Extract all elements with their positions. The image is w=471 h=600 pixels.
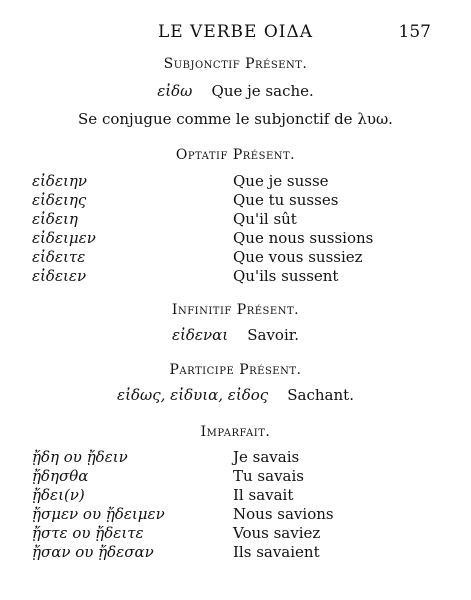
conjugation-row [0,210,471,230]
french-translation: Sachant. [287,386,354,404]
french-translation: Je savais [233,448,300,466]
conjugation-row [0,448,471,468]
conjugation-row [0,172,471,192]
conjugation-row [0,486,471,506]
greek-form: εἰδειης [32,191,87,209]
conjugation-row [0,543,471,563]
greek-form: εἰδειεν [32,267,87,285]
section-heading-subjonctif: Subjonctif Présent. [163,56,308,72]
french-translation: Il savait [233,486,294,504]
section-heading-participe: Participe Présent. [169,362,302,378]
french-translation: Que nous sussions [233,229,374,247]
greek-form: ᾔδησθα [32,467,89,485]
french-translation: Vous saviez [233,524,321,542]
greek-form: εἰδειην [32,172,87,190]
conjugation-row [0,191,471,211]
french-translation: Qu'il sût [233,210,297,228]
conjugation-row [0,229,471,249]
conjugation-row [0,467,471,487]
running-header [0,22,471,46]
section-heading-optatif: Optatif Présent. [175,147,296,163]
infinitif-example [0,326,471,344]
french-translation: Que je sache. [211,82,314,100]
french-translation: Que vous sussiez [233,248,363,266]
french-translation: Tu savais [233,467,304,485]
greek-form: ᾔστε ου ᾔδειτε [32,524,144,542]
greek-form: εἰδω [157,82,193,100]
conjugation-row [0,524,471,544]
conjugation-row [0,505,471,525]
greek-form: εἰδεναι [171,326,229,344]
conjugation-row [0,248,471,268]
subjonctif-example [0,82,471,100]
page-number: 157 [398,22,431,42]
greek-form: εἰδειτε [32,248,86,266]
french-translation: Ils savaient [233,543,320,561]
french-translation: Qu'ils sussent [233,267,339,285]
page-title: LE VERBE ΟΙΔΑ [157,22,314,42]
section-heading-infinitif: Infinitif Présent. [171,302,300,318]
greek-form: εἰδως, εἰδυια, εἰδος [117,386,269,404]
participe-example [0,386,471,404]
french-translation: Savoir. [247,326,300,344]
greek-form: ᾔσαν ου ᾔδεσαν [32,543,154,561]
greek-form: ᾔδει(ν) [32,486,85,504]
subjonctif-note: Se conjugue comme le subjonctif de λυω. [78,110,393,128]
french-translation: Nous savions [233,505,334,523]
greek-form: ᾔσμεν ου ᾔδειμεν [32,505,165,523]
conjugation-row [0,267,471,287]
french-translation: Que tu susses [233,191,339,209]
greek-form: εἰδειη [32,210,78,228]
french-translation: Que je susse [233,172,329,190]
section-heading-imparfait: Imparfait. [200,424,271,440]
greek-form: ᾔδη ου ᾔδειν [32,448,128,466]
greek-form: εἰδειμεν [32,229,96,247]
